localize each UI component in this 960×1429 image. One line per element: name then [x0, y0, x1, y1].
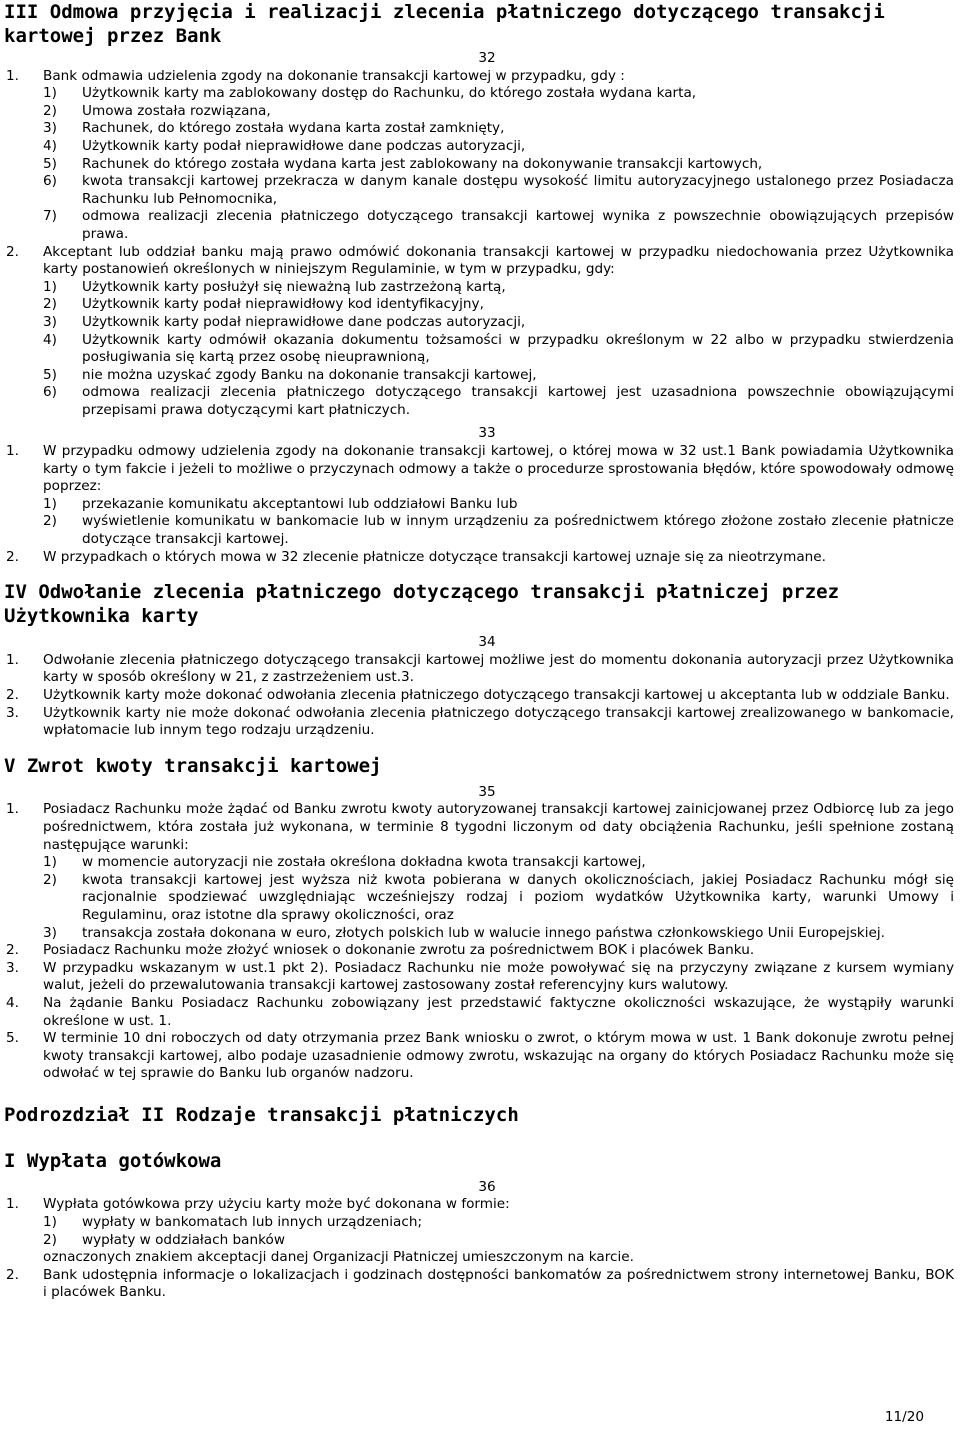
item-text: Akceptant lub oddział banku mają prawo odmówić dokonania transakcji kartowej w przypadku niedochowania przez Użytkownika karty postanowień określonych w niniejszym Regulaminie, w tym w przypadku, gdy: — [43, 243, 954, 278]
item-text: Posiadacz Rachunku może żądać od Banku zwrotu kwoty autoryzowanej transakcji kartowej zainicjowanej przez Odbiorcę lub za jego pośrednictwem, która została już wykonana, w terminie 8 tygodni liczonym od daty obciążenia Rachunku, jeśli spełnione zostaną następujące warunki: — [43, 801, 954, 853]
list-item — [0, 156, 960, 174]
list-item — [0, 872, 960, 925]
item-number: 1) — [43, 1214, 57, 1231]
list-item — [0, 367, 960, 385]
list-item — [0, 942, 960, 960]
list-item — [0, 279, 960, 297]
list-item — [0, 314, 960, 332]
item-number: 3. — [6, 959, 19, 976]
item-number: 2. — [6, 687, 19, 703]
list-item — [0, 513, 960, 548]
item-text: wypłaty w oddziałach banków — [82, 1231, 285, 1248]
item-number: 7) — [43, 208, 57, 225]
item-text: Użytkownik karty ma zablokowany dostęp do Rachunku, do którego została wydana karta, — [82, 85, 697, 102]
item-number: 2) — [43, 296, 57, 313]
item-number: 6) — [43, 384, 57, 401]
item-text: Użytkownik karty podał nieprawidłowy kod identyfikacyjny, — [82, 296, 484, 313]
item-text: nie można uzyskać zgody Banku na dokonanie transakcji kartowej, — [82, 366, 537, 383]
item-text: Użytkownik karty może dokonać odwołania zlecenia płatniczego dotyczącego transakcji kartowej u akceptanta lub w oddziale Banku. — [43, 687, 950, 703]
item-text: Użytkownik karty odmówił okazania dokumentu tożsamości w przypadku określonym w 22 albo w przypadku stwierdzenia posługiwania się kartą przez osobę nieuprawnioną, — [82, 331, 954, 366]
item-number: 1. — [6, 1196, 19, 1213]
item-number: 2. — [6, 942, 19, 959]
item-number: 1) — [43, 85, 57, 102]
item-text: w momencie autoryzacji nie została określona dokładna kwota transakcji kartowej, — [82, 854, 646, 871]
list-item — [0, 652, 960, 687]
item-text: Umowa została rozwiązana, — [82, 102, 271, 119]
list-item — [0, 384, 960, 419]
item-number: 3) — [43, 924, 57, 941]
item-text: Posiadacz Rachunku może złożyć wniosek o dokonanie zwrotu za pośrednictwem BOK i placówek Banku. — [43, 942, 755, 959]
item-number: 5) — [43, 366, 57, 383]
list-item — [0, 854, 960, 872]
page-number: 11/20 — [884, 1409, 924, 1425]
list-item — [0, 208, 960, 243]
paragraph-33-title: 33 — [478, 425, 496, 442]
list-item — [0, 687, 960, 705]
item-text: W terminie 10 dni roboczych od daty otrzymania przez Bank wniosku o zwrot, o którym mowa w ust. 1 Bank dokonuje zwrotu pełnej kwoty transakcji kartowej, albo podaje uzasadnienie odmowy zwrotu, wskazując na organy do których Posiadacz Rachunku może się odwołać w tej sprawie do Banku lub organów nadzoru. — [43, 1030, 954, 1082]
item-text: kwota transakcji kartowej przekracza w danym kanale dostępu wysokość limitu autoryzacyjnego ustalonego przez Posiadacza Rachunku lub Pełnomocnika, — [82, 173, 954, 207]
section-heading-iii: III Odmowa przyjęcia i realizacji zlecenia płatniczego dotyczącego transakcji kartowej przez Bank — [4, 1, 885, 47]
item-text: przekazanie komunikatu akceptantowi lub oddziałowi Banku lub — [82, 495, 518, 512]
list-item — [0, 960, 960, 995]
item-text: W przypadkach o których mowa w 32 zlecenie płatnicze dotyczące transakcji kartowej uznaje się za nieotrzymane. — [43, 548, 826, 565]
item-number: 5) — [43, 155, 57, 172]
item-text: transakcja została dokonana w euro, złotych polskich lub w walucie innego państwa członkowskiego Unii Europejskiej. — [82, 924, 886, 941]
item-text: wypłaty w bankomatach lub innych urządzeniach; — [82, 1214, 423, 1231]
item-text: kwota transakcji kartowej jest wyższa niż kwota pobierana w danych okolicznościach, jakiej Posiadacz Rachunku mógł się racjonalnie spodziewać uwzględniając wcześniejszy rodzaj i poziom wydatków Użytkownika karty, warunki Umowy i Regulaminu, oraz istotne dla sprawy okoliczności, oraz — [82, 871, 954, 923]
item-text: Na żądanie Banku Posiadacz Rachunku zobowiązany jest przedstawić faktyczne okoliczności wskazujące, że wystąpiły warunki określone w ust. 1. — [43, 994, 954, 1029]
list-item — [0, 1030, 960, 1083]
item-number: 2. — [6, 1266, 19, 1283]
item-text: odmowa realizacji zlecenia płatniczego dotyczącego transakcji kartowej jest uzasadniona powszechnie obowiązującymi przepisami prawa dotyczącymi kart płatniczych. — [82, 384, 954, 418]
item-number: 4. — [6, 994, 19, 1011]
item-text: Rachunek, do którego została wydana karta został zamknięty, — [82, 120, 505, 137]
list-item — [0, 496, 960, 514]
item-text: Użytkownik karty podał nieprawidłowe dane podczas autoryzacji, — [82, 313, 526, 330]
item-number: 1. — [6, 67, 19, 84]
item-number: 2) — [43, 1231, 57, 1248]
list-item — [0, 995, 960, 1030]
item-text: W przypadku wskazanym w ust.1 pkt 2). Posiadacz Rachunku nie może powoływać się na przyczyny związane z kursem wymiany walut, jeżeli do przewalutowania transakcji kartowej zastosowany został referencyjny kurs walutowy. — [43, 959, 954, 994]
item-number: 4) — [43, 137, 57, 154]
list-item — [0, 103, 960, 121]
paragraph-36-1 — [0, 1196, 960, 1214]
item-number: 1. — [6, 651, 19, 668]
item-text: Odwołanie zlecenia płatniczego dotyczącego transakcji kartowej możliwe jest do momentu dokonania autoryzacji przez Użytkownika karty w sposób określony w 21, z zastrzeżeniem ust.3. — [43, 651, 954, 686]
list-item — [0, 925, 960, 943]
list-item — [0, 1214, 960, 1232]
item-number: 2. — [6, 243, 19, 260]
item-number: 1. — [6, 443, 19, 460]
paragraph-35-1 — [0, 801, 960, 854]
item-number: 1) — [43, 495, 57, 512]
item-text: Bank odmawia udzielenia zgody na dokonanie transakcji kartowej w przypadku, gdy : — [43, 67, 625, 84]
paragraph-36-title: 36 — [478, 1178, 496, 1195]
list-item — [0, 173, 960, 208]
section-heading-v: V Zwrot kwoty transakcji kartowej — [4, 754, 382, 777]
list-item — [0, 332, 960, 367]
list-item — [0, 705, 960, 740]
section-heading-wyplata: I Wypłata gotówkowa — [4, 1149, 222, 1172]
paragraph-32-1 — [0, 68, 960, 86]
item-number: 3) — [43, 120, 57, 137]
item-number: 6) — [43, 173, 57, 190]
paragraph-33-2 — [0, 549, 960, 567]
paragraph-32-title: 32 — [478, 50, 496, 66]
paragraph-33-1 — [0, 443, 960, 496]
item-text: wyświetlenie komunikatu w bankomacie lub w innym urządzeniu za pośrednictwem którego złożone zostało zlecenie płatnicze dotyczące transakcji kartowej. — [82, 513, 954, 548]
paragraph-32-2 — [0, 244, 960, 279]
list-item — [0, 85, 960, 103]
item-number: 1) — [43, 854, 57, 871]
item-text: Użytkownik karty nie może dokonać odwołania zlecenia płatniczego dotyczącego transakcji kartowej zrealizowanego w bankomacie, wpłatomacie lub innym tego rodzaju urządzeniu. — [43, 704, 954, 739]
item-text: Użytkownik karty podał nieprawidłowe dane podczas autoryzacji, — [82, 137, 526, 154]
item-number: 2) — [43, 102, 57, 119]
item-text: Wypłata gotówkowa przy użyciu karty może być dokonana w formie: — [43, 1196, 510, 1213]
item-text: Bank udostępnia informacje o lokalizacjach i godzinach dostępności bankomatów za pośrednictwem strony internetowej Banku, BOK i placówek Banku. — [43, 1266, 954, 1301]
paragraph-35-title: 35 — [478, 783, 496, 800]
item-number: 1. — [6, 801, 19, 818]
item-number: 3) — [43, 313, 57, 330]
section-heading-iv: IV Odwołanie zlecenia płatniczego dotyczącego transakcji płatniczej przez Użytkownika karty — [4, 581, 840, 628]
list-item — [0, 120, 960, 138]
item-text: Rachunek do którego została wydana karta jest zablokowany na dokonywanie transakcji kartowych, — [82, 155, 763, 172]
item-number: 5. — [6, 1030, 19, 1047]
list-item — [0, 296, 960, 314]
item-number: 2) — [43, 871, 57, 888]
paragraph-34-title: 34 — [478, 634, 496, 651]
item-number: 4) — [43, 331, 57, 348]
item-number: 3. — [6, 704, 19, 721]
item-text: W przypadku odmowy udzielenia zgody na dokonanie transakcji kartowej, o której mowa w 32 ust.1 Bank powiadamia Użytkownika karty o tym fakcie i jeżeli to możliwe o przyczynach odmowy a także o procedurze sprostowania błędów, które spowodowały odmowę poprzez: — [43, 443, 954, 495]
subchapter-heading: Podrozdział II Rodzaje transakcji płatniczych — [4, 1103, 519, 1126]
item-text: Użytkownik karty posłużył się nieważną lub zastrzeżoną kartą, — [82, 278, 506, 295]
item-text: odmowa realizacji zlecenia płatniczego dotyczącego transakcji kartowej wynika z powszechnie obowiązujących przepisów prawa. — [82, 208, 954, 242]
list-item — [0, 1232, 960, 1250]
item-number: 2. — [6, 548, 19, 565]
paragraph-36-2 — [0, 1267, 960, 1302]
list-item — [0, 138, 960, 156]
paragraph-36-1-tail: oznaczonych znakiem akceptacji danej Organizacji Płatniczej umieszczonym na karcie. — [43, 1249, 634, 1266]
item-number: 2) — [43, 513, 57, 530]
item-number: 1) — [43, 278, 57, 295]
